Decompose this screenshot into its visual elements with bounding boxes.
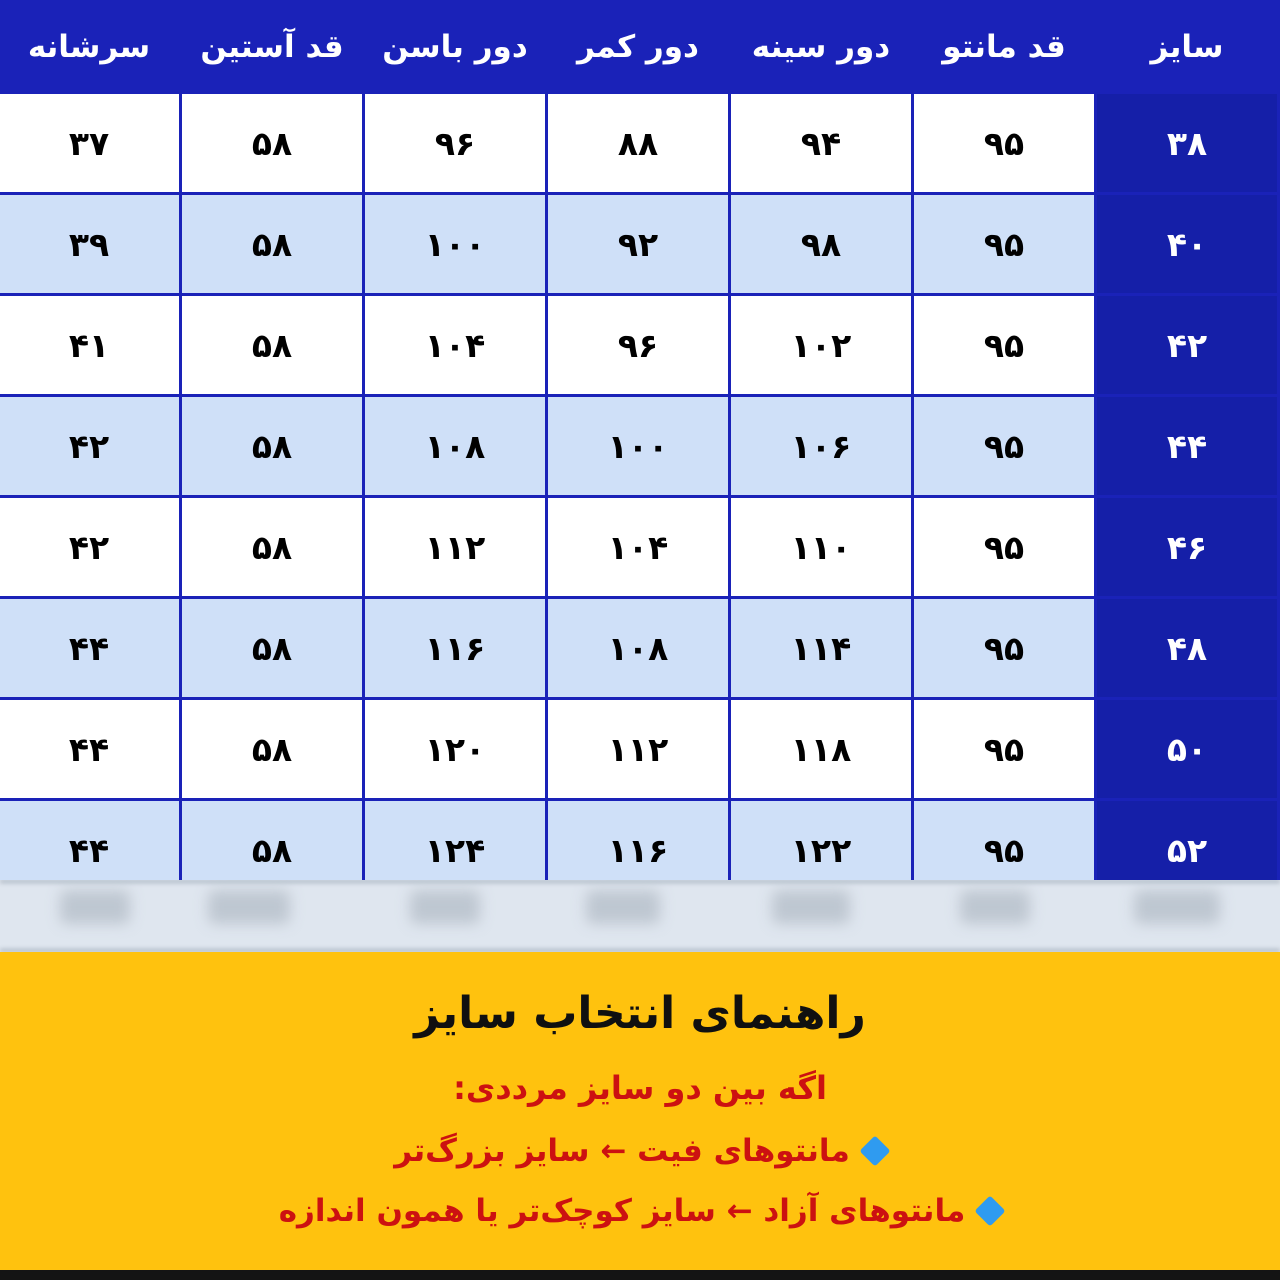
blurred-content-strip — [0, 880, 1280, 952]
cell-sleeve: ۵۸ — [181, 295, 364, 396]
cell-coat-length: ۹۵ — [913, 93, 1096, 194]
table-row — [0, 598, 1279, 699]
cell-hip: ۱۰۸ — [364, 396, 547, 497]
table-header — [0, 2, 1279, 93]
cell-size: ۳۸ — [1096, 93, 1279, 194]
cell-shoulder: ۴۲ — [0, 396, 181, 497]
cell-size: ۴۴ — [1096, 396, 1279, 497]
cell-sleeve: ۵۸ — [181, 800, 364, 901]
blur-line-top — [0, 880, 1280, 883]
cell-shoulder: ۳۷ — [0, 93, 181, 194]
cell-bust: ۹۴ — [730, 93, 913, 194]
column-header-sleeve-length: قد آستین — [181, 2, 364, 93]
cell-size: ۵۲ — [1096, 800, 1279, 901]
cell-shoulder: ۴۲ — [0, 497, 181, 598]
column-header-hip: دور باسن — [364, 2, 547, 93]
column-header-coat-length: قد مانتو — [913, 2, 1096, 93]
cell-bust: ۱۱۰ — [730, 497, 913, 598]
guide-bullet-item — [40, 1193, 1240, 1229]
column-header-bust: دور سینه — [730, 2, 913, 93]
cell-shoulder: ۴۴ — [0, 800, 181, 901]
column-header-waist: دور کمر — [547, 2, 730, 93]
cell-sleeve: ۵۸ — [181, 93, 364, 194]
cell-bust: ۱۰۶ — [730, 396, 913, 497]
cell-coat-length: ۹۵ — [913, 497, 1096, 598]
cell-coat-length: ۹۵ — [913, 396, 1096, 497]
cell-waist: ۱۰۰ — [547, 396, 730, 497]
cell-bust: ۱۱۸ — [730, 699, 913, 800]
cell-coat-length: ۹۵ — [913, 295, 1096, 396]
cell-sleeve: ۵۸ — [181, 497, 364, 598]
cell-coat-length: ۹۵ — [913, 194, 1096, 295]
cell-sleeve: ۵۸ — [181, 194, 364, 295]
cell-waist: ۹۶ — [547, 295, 730, 396]
cell-waist: ۱۱۲ — [547, 699, 730, 800]
cell-waist: ۱۰۴ — [547, 497, 730, 598]
table-row — [0, 497, 1279, 598]
cell-hip: ۱۲۴ — [364, 800, 547, 901]
cell-size: ۴۸ — [1096, 598, 1279, 699]
cell-hip: ۱۲۰ — [364, 699, 547, 800]
cell-shoulder: ۴۱ — [0, 295, 181, 396]
cell-hip: ۱۰۰ — [364, 194, 547, 295]
cell-coat-length: ۹۵ — [913, 699, 1096, 800]
blur-smudge — [960, 890, 1030, 924]
cell-size: ۴۰ — [1096, 194, 1279, 295]
table-row — [0, 699, 1279, 800]
cell-waist: ۱۰۸ — [547, 598, 730, 699]
blur-smudge — [772, 890, 850, 924]
table-body — [0, 93, 1279, 901]
cell-shoulder: ۴۴ — [0, 598, 181, 699]
guide-subtitle: اگه بین دو سایز مرددی: — [453, 1069, 827, 1107]
diamond-bullet-icon — [975, 1195, 1006, 1226]
cell-size: ۴۶ — [1096, 497, 1279, 598]
column-header-shoulder: سرشانه — [0, 2, 181, 93]
bottom-bar — [0, 1270, 1280, 1280]
cell-waist: ۹۲ — [547, 194, 730, 295]
guide-bullet-item — [40, 1133, 1240, 1169]
blur-line-bottom — [0, 949, 1280, 952]
cell-sleeve: ۵۸ — [181, 699, 364, 800]
blur-smudge — [586, 890, 660, 924]
cell-size: ۴۲ — [1096, 295, 1279, 396]
cell-shoulder: ۳۹ — [0, 194, 181, 295]
cell-sleeve: ۵۸ — [181, 598, 364, 699]
guide-bullet-text: مانتوهای فیت ← سایز بزرگ‌تر — [394, 1133, 850, 1169]
cell-coat-length: ۹۵ — [913, 800, 1096, 901]
table-row — [0, 396, 1279, 497]
cell-hip: ۹۶ — [364, 93, 547, 194]
blur-smudge — [208, 890, 290, 924]
size-guide-panel — [0, 952, 1280, 1280]
cell-size: ۵۰ — [1096, 699, 1279, 800]
table-row — [0, 194, 1279, 295]
cell-bust: ۱۲۲ — [730, 800, 913, 901]
cell-shoulder: ۴۴ — [0, 699, 181, 800]
cell-coat-length: ۹۵ — [913, 598, 1096, 699]
blur-smudge — [60, 890, 130, 924]
column-header-size: سایز — [1096, 2, 1279, 93]
blur-smudge — [410, 890, 480, 924]
cell-waist: ۸۸ — [547, 93, 730, 194]
table-row — [0, 93, 1279, 194]
cell-bust: ۱۰۲ — [730, 295, 913, 396]
cell-hip: ۱۰۴ — [364, 295, 547, 396]
cell-bust: ۱۱۴ — [730, 598, 913, 699]
table-row — [0, 295, 1279, 396]
guide-bullet-text: مانتوهای آزاد ← سایز کوچک‌تر یا همون اندازه — [278, 1193, 966, 1229]
diamond-bullet-icon — [859, 1135, 890, 1166]
cell-hip: ۱۱۶ — [364, 598, 547, 699]
table-header-row — [0, 2, 1279, 93]
cell-hip: ۱۱۲ — [364, 497, 547, 598]
cell-waist: ۱۱۶ — [547, 800, 730, 901]
guide-title: راهنمای انتخاب سایز — [414, 988, 866, 1039]
cell-bust: ۹۸ — [730, 194, 913, 295]
blur-smudge — [1134, 890, 1220, 924]
cell-sleeve: ۵۸ — [181, 396, 364, 497]
